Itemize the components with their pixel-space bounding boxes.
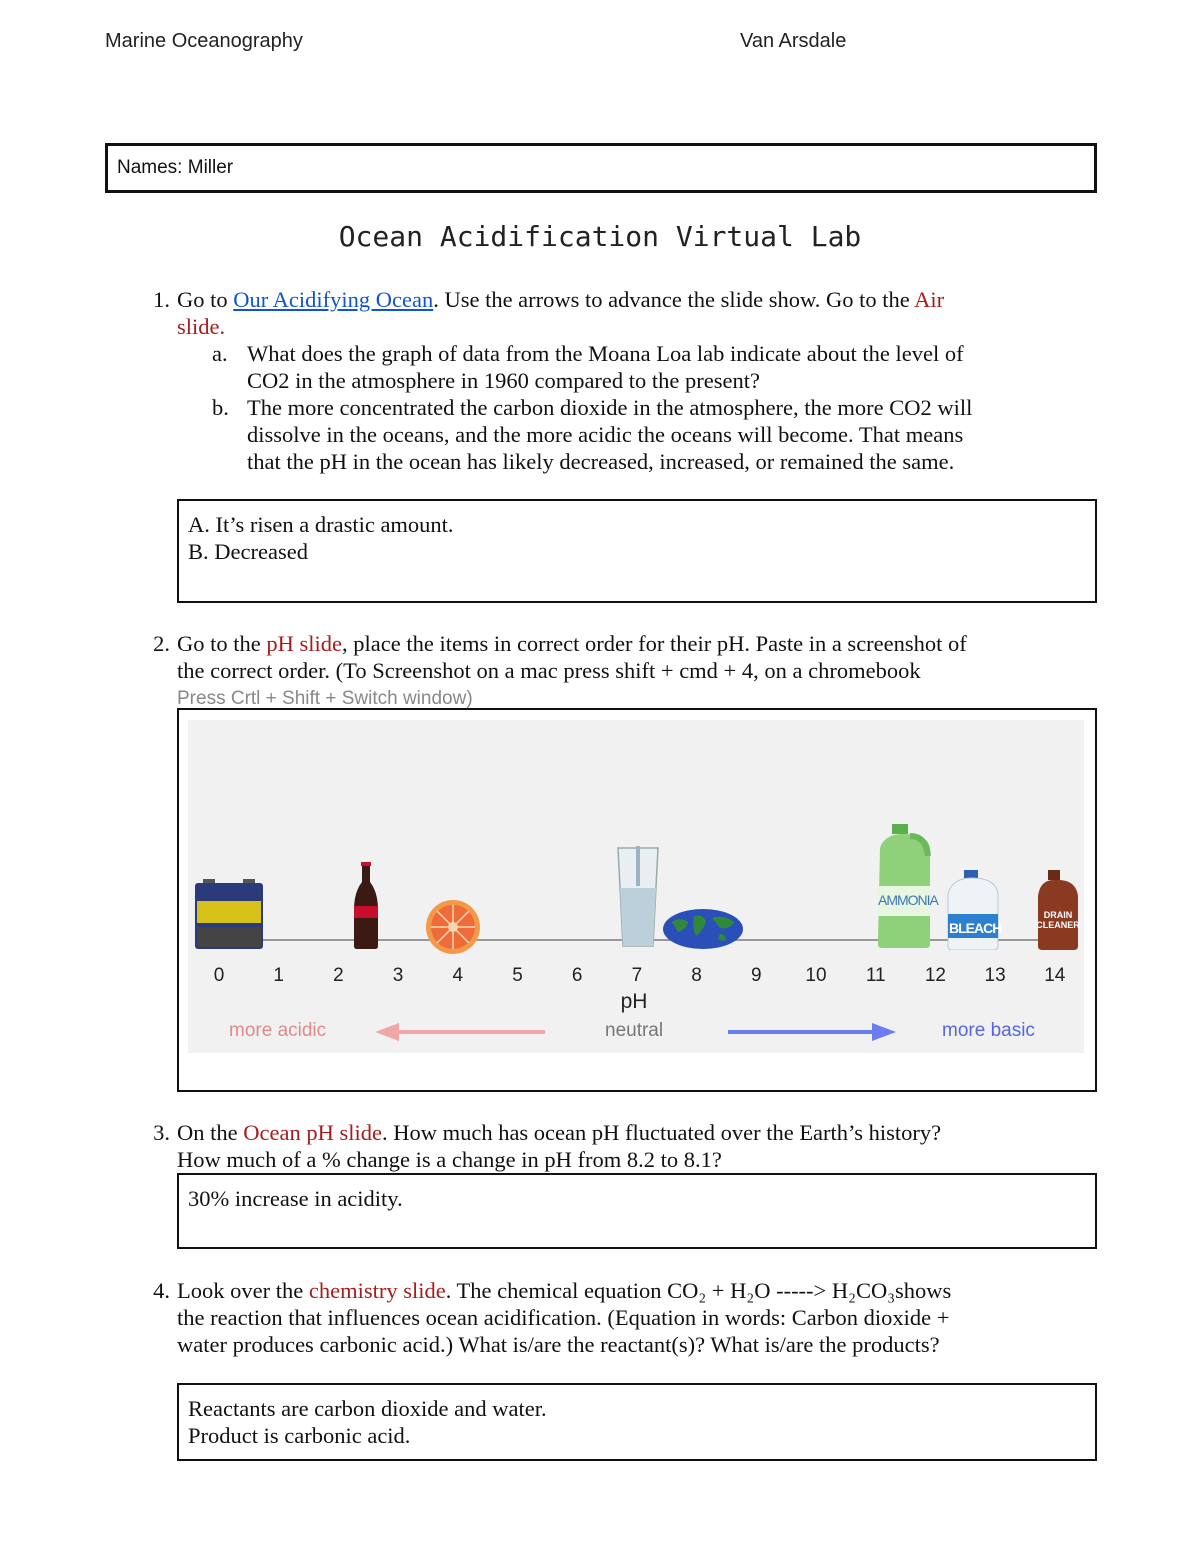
bleach-label: BLEACH [949,920,1002,936]
our-acidifying-ocean-link[interactable]: Our Acidifying Ocean [233,287,434,312]
q4-line2: the reaction that influences ocean acidification. (Equation in words: Carbon dioxide + [177,1305,950,1330]
q3-number: 3. [153,1120,170,1145]
names-text: Names: Miller [117,157,234,178]
ph-tick-14: 14 [1044,965,1066,986]
ammonia-label: AMMONIA [878,892,938,908]
ph-tick-6: 6 [571,965,583,986]
bleach-bottle-icon [944,870,1002,950]
ph-tick-5: 5 [512,965,523,986]
q3-answer-box[interactable] [177,1173,1097,1249]
q1-a-line2: CO2 in the atmosphere in 1960 compared to the present? [247,368,760,393]
acidic-arrow-icon [373,1022,548,1042]
basic-arrow-icon [726,1022,898,1042]
ph-tick-12: 12 [924,965,946,986]
drain-cleaner-label: DRAIN CLEANER [1036,910,1080,930]
q1-b-label: b. [212,395,229,420]
ammonia-jug-icon [874,824,934,950]
q4-answer-reactants: Reactants are carbon dioxide and water. [188,1396,547,1421]
q4-number: 4. [153,1278,170,1303]
car-battery-icon [193,877,265,952]
ph-scale-screenshot [188,720,1084,1053]
q1-b-line1: The more concentrated the carbon dioxide in the atmosphere, the more CO2 will [247,395,973,420]
q3-line2: How much of a % change is a change in pH from 8.2 to 8.1? [177,1147,722,1172]
ph-tick-1: 1 [273,965,284,986]
chemistry-slide-label: chemistry slide [308,1278,446,1303]
q4-answer-box[interactable] [177,1383,1097,1461]
cola-bottle-icon [352,862,380,950]
q3-line1: On the Ocean pH slide. How much has ocean pH fluctuated over the Earth’s history? [177,1120,942,1145]
q3-answer: 30% increase in acidity. [188,1186,403,1211]
ph-slide-label: pH slide [266,631,342,656]
q4-answer-product: Product is carbonic acid. [188,1423,411,1448]
q1-a-label: a. [212,341,228,366]
water-glass-icon [616,846,660,950]
q2-line2: the correct order. (To Screenshot on a mac press shift + cmd + 4, on a chromebook [177,658,921,683]
ph-tick-13: 13 [984,965,1006,986]
more-acidic-label: more acidic [229,1020,327,1041]
q2-number: 2. [153,631,170,656]
ph-tick-7: 7 [631,965,643,986]
ocean-earth-map-icon [662,908,744,950]
ph-tick-8: 8 [691,965,702,986]
q1-number: 1. [153,287,170,312]
ph-tick-9: 9 [751,965,762,986]
q4-line1: Look over the chemistry slide. The chemical equation CO₂ + H₂O -----> H₂CO₃shows [177,1278,952,1303]
q1-answer-b: B. Decreased [188,539,308,564]
ph-tick-10: 10 [805,965,827,986]
grapefruit-icon [424,898,482,956]
q1-line2: slide. [177,314,226,339]
page-title: Ocean Acidification Virtual Lab [338,220,862,253]
q1-answer-a: A. It’s risen a drastic amount. [188,512,454,537]
ocean-ph-slide-label: Ocean pH slide [243,1120,382,1145]
q1-answer-box[interactable] [177,499,1097,603]
q1-line1: Go to Our Acidifying Ocean. Use the arrows to advance the slide show. Go to the Air [177,287,945,312]
more-basic-label: more basic [942,1020,1035,1041]
ph-tick-2: 2 [333,965,344,986]
q4-line3: water produces carbonic acid.) What is/are the reactant(s)? What is/are the products? [177,1332,940,1357]
ph-tick-11: 11 [865,965,886,986]
q1-b-line3: that the pH in the ocean has likely decreased, increased, or remained the same. [247,449,955,474]
air-slide-label: Air [914,287,945,312]
ph-tick-4: 4 [452,965,464,986]
teacher-name: Van Arsdale [740,30,847,52]
q2-line1: Go to the pH slide, place the items in correct order for their pH. Paste in a screenshot of [177,631,967,656]
names-field[interactable] [105,143,1097,193]
q1-b-line2: dissolve in the oceans, and the more acidic the oceans will become. That means [247,422,964,447]
ph-axis-label: pH [620,990,648,1013]
q2-hint: Press Crtl + Shift + Switch window) [177,688,473,709]
course-name: Marine Oceanography [105,30,303,52]
q1-a-line1: What does the graph of data from the Moana Loa lab indicate about the level of [247,341,964,366]
neutral-label: neutral [605,1020,664,1041]
ph-tick-3: 3 [392,965,404,986]
ph-tick-0: 0 [213,965,225,986]
